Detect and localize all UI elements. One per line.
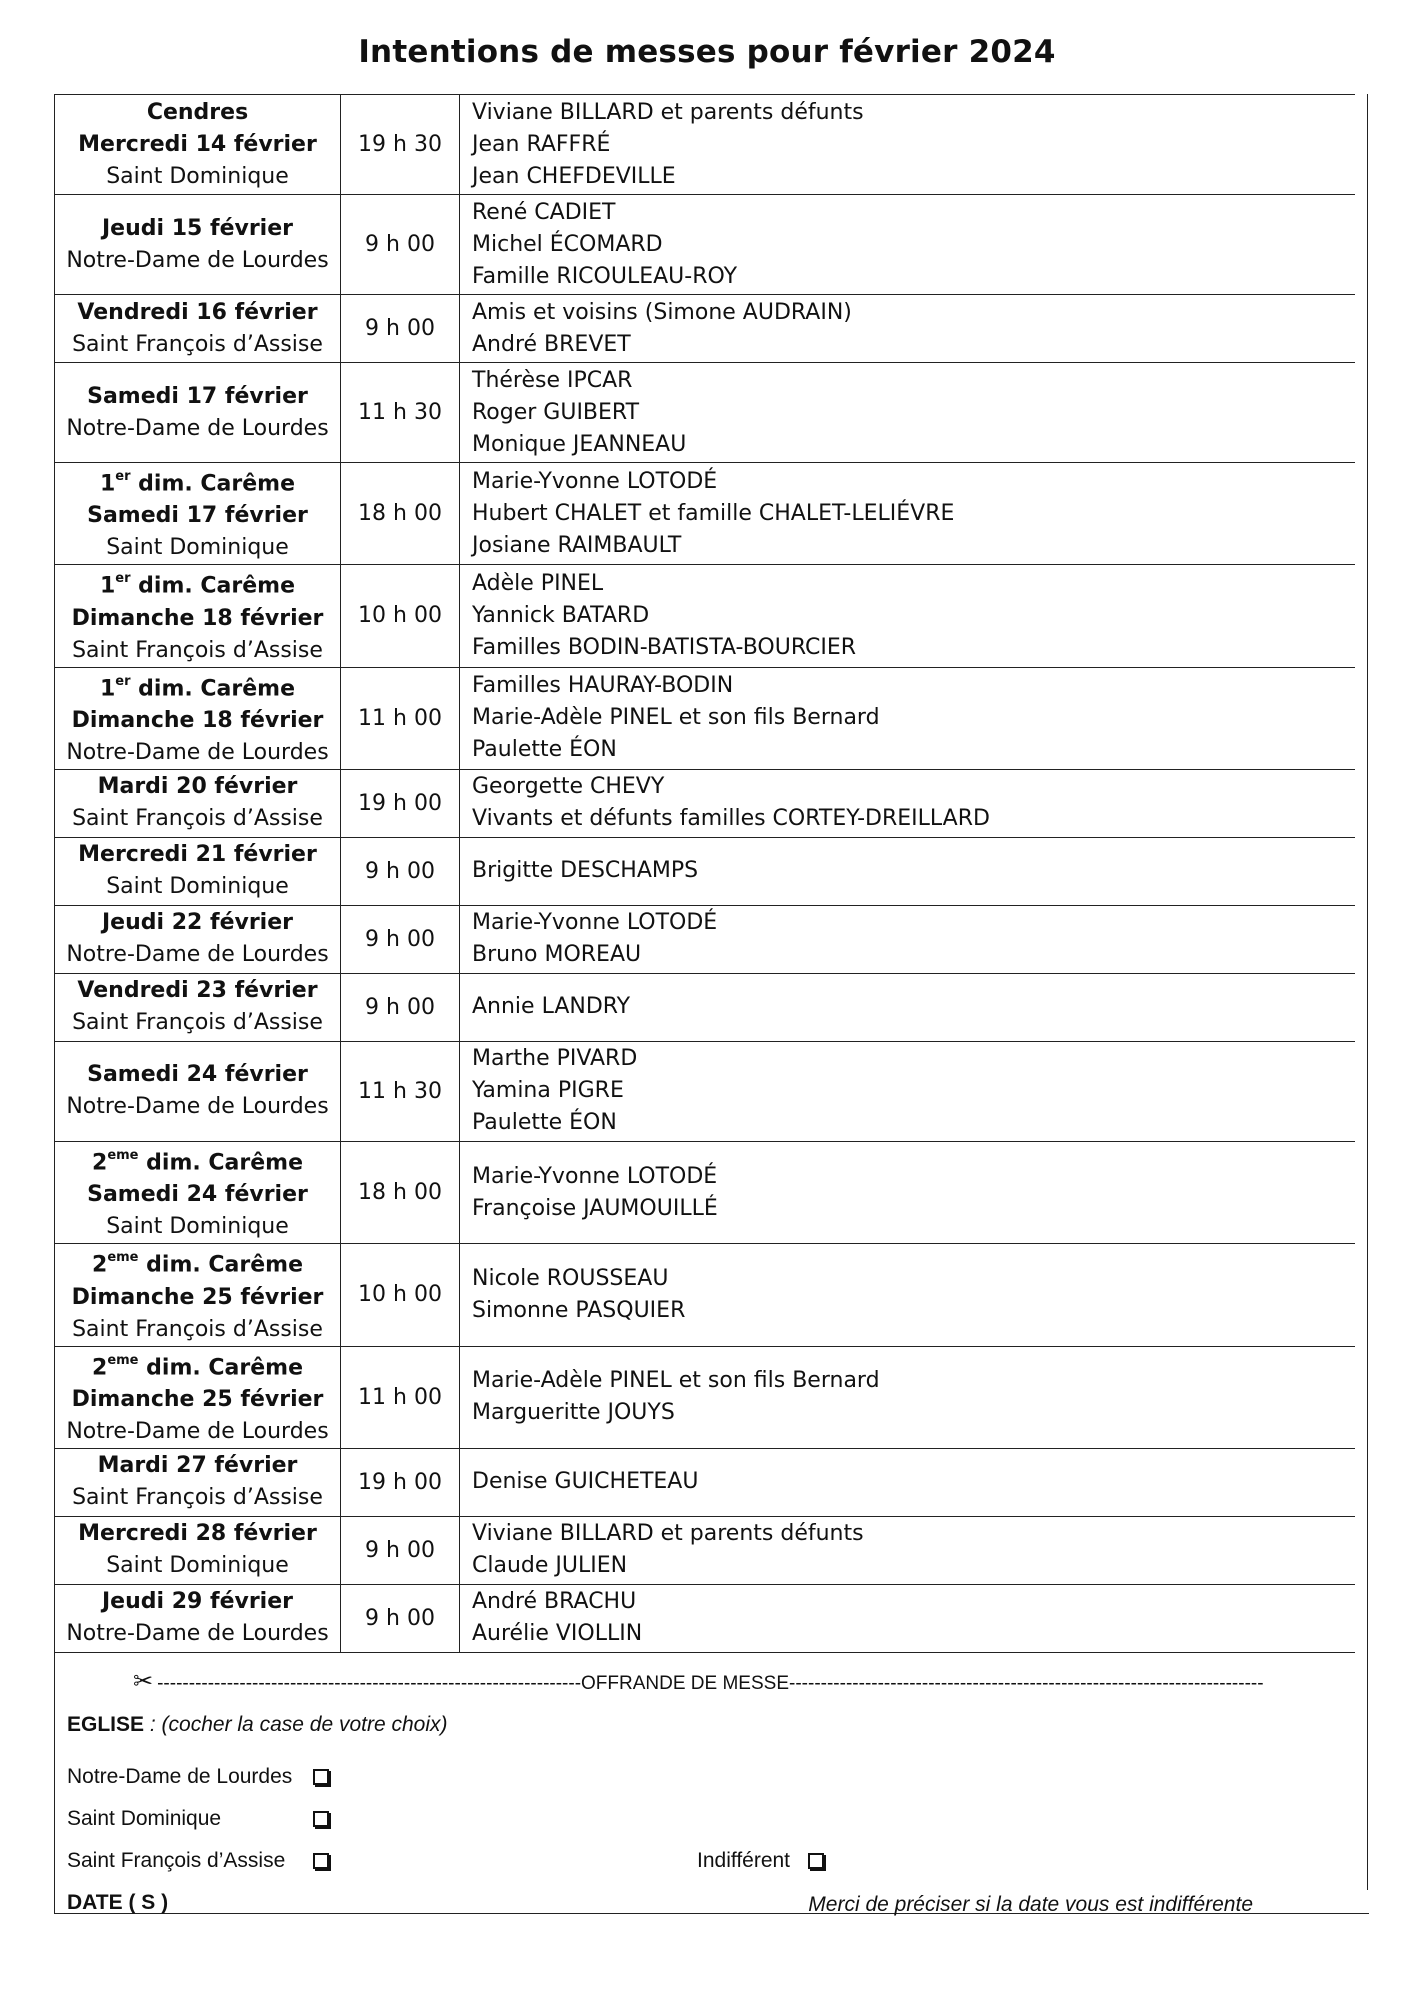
intentions-cell: [460, 195, 1356, 295]
day-cell: [55, 195, 341, 295]
page-title: Intentions de messes pour février 2024: [358, 34, 1056, 70]
church-name: Saint Dominique: [106, 163, 289, 189]
church-name: Notre-Dame de Lourdes: [66, 1418, 329, 1444]
intention-name: Monique JEANNEAU: [472, 431, 687, 457]
intentions-cell: [460, 1041, 1356, 1141]
liturgy-ordinal: er: [115, 673, 131, 689]
mass-date: Dimanche 25 février: [71, 1386, 324, 1412]
intentions-cell: [460, 1448, 1356, 1516]
mass-time: 9 h 00: [341, 1516, 460, 1584]
liturgy-text: dim. Carême: [138, 1252, 303, 1278]
mass-date: Jeudi 22 février: [102, 910, 293, 936]
table-row: [55, 1041, 1355, 1141]
church-name: Saint François d’Assise: [72, 1010, 323, 1036]
option-notre-dame[interactable]: [67, 1765, 329, 1789]
day-cell: [55, 769, 341, 837]
mass-date: Jeudi 29 février: [102, 1589, 293, 1615]
intention-name: Thérèse IPCAR: [472, 367, 633, 393]
mass-time: 9 h 00: [341, 295, 460, 363]
intention-name: Adèle PINEL: [472, 570, 604, 596]
table-row: [55, 667, 1355, 769]
table-row: [55, 837, 1355, 905]
mass-date: Mercredi 14 février: [78, 131, 317, 157]
liturgy-number: 2: [92, 1150, 108, 1176]
liturgy-text: dim. Carême: [138, 1150, 303, 1176]
day-cell: [55, 295, 341, 363]
intention-name: Famille RICOULEAU-ROY: [472, 263, 738, 289]
mass-time: 11 h 00: [341, 1346, 460, 1448]
intention-name: Marie-Yvonne LOTODÉ: [472, 1163, 718, 1189]
table-row: [55, 769, 1355, 837]
checkbox-icon[interactable]: [808, 1853, 824, 1869]
intention-name: Vivants et défunts familles CORTEY-DREILLARD: [472, 806, 990, 832]
cut-dashes-left: -------------------------------------------------------------------: [157, 1672, 582, 1694]
option-saint-francois[interactable]: [67, 1849, 329, 1873]
intentions-cell: [460, 295, 1356, 363]
intention-name: Hubert CHALET et famille CHALET-LELIÉVRE: [472, 500, 955, 526]
church-name: Notre-Dame de Lourdes: [66, 942, 329, 968]
mass-time: 10 h 00: [341, 1244, 460, 1346]
intention-name: Annie LANDRY: [472, 994, 631, 1020]
day-cell: [55, 1516, 341, 1584]
liturgy-ordinal: er: [115, 469, 131, 484]
mass-time: 19 h 00: [341, 769, 460, 837]
mass-date: Mardi 20 février: [97, 774, 298, 800]
liturgy-label: [55, 1347, 340, 1384]
table-row: [55, 1244, 1355, 1346]
intention-name: Marie-Adèle PINEL et son fils Bernard: [472, 1368, 880, 1394]
option-indifferent[interactable]: [697, 1849, 824, 1873]
day-cell: [55, 973, 341, 1041]
checkbox-icon[interactable]: [313, 1853, 329, 1869]
mass-time: 10 h 00: [341, 565, 460, 667]
intention-name: Françoise JAUMOUILLÉ: [472, 1195, 718, 1221]
liturgy-number: 2: [92, 1354, 108, 1380]
table-row: [55, 363, 1355, 463]
day-cell: [55, 905, 341, 973]
day-cell: [55, 837, 341, 905]
intention-name: Viviane BILLARD et parents défunts: [472, 99, 864, 125]
intention-name: Paulette ÉON: [472, 737, 617, 763]
intention-name: Michel ÉCOMARD: [472, 231, 663, 257]
intention-name: Marie-Yvonne LOTODÉ: [472, 468, 718, 494]
intention-name: Claude JULIEN: [472, 1553, 628, 1579]
day-cell: [55, 667, 341, 769]
church-name: Saint François d’Assise: [72, 1485, 323, 1511]
table-row: [55, 565, 1355, 667]
intention-name: Yamina PIGRE: [472, 1078, 624, 1104]
intentions-cell: [460, 1244, 1356, 1346]
church-name: Notre-Dame de Lourdes: [66, 415, 329, 441]
scissors-icon: ✂: [133, 1667, 154, 1695]
day-cell: [55, 363, 341, 463]
intention-name: Bruno MOREAU: [472, 942, 642, 968]
checkbox-icon[interactable]: [313, 1769, 329, 1785]
table-row: [55, 973, 1355, 1041]
intention-name: André BRACHU: [472, 1589, 637, 1615]
table-row: [55, 1516, 1355, 1584]
intention-name: Denise GUICHETEAU: [472, 1469, 699, 1495]
intentions-cell: [460, 769, 1356, 837]
liturgy-label: [55, 668, 340, 705]
church-name: Saint François d’Assise: [72, 331, 323, 357]
intentions-cell: [460, 463, 1356, 565]
liturgy-label: Cendres: [146, 99, 249, 125]
intention-name: Roger GUIBERT: [472, 399, 640, 425]
intention-name: Marthe PIVARD: [472, 1046, 638, 1072]
table-row: [55, 1584, 1355, 1652]
church-hint: : (cocher la case de votre choix): [144, 1712, 448, 1736]
intention-name: Familles HAURAY-BODIN: [472, 673, 734, 699]
mass-time: 9 h 00: [341, 195, 460, 295]
date-note: Merci de préciser si la date vous est indifférente: [808, 1892, 1253, 1916]
church-name: Saint Dominique: [106, 535, 289, 561]
intentions-cell: [460, 95, 1356, 195]
church-name: Notre-Dame de Lourdes: [66, 1621, 329, 1647]
offering-heading: OFFRANDE DE MESSE: [581, 1672, 790, 1694]
liturgy-ordinal: eme: [107, 1352, 139, 1368]
mass-time: 19 h 00: [341, 1448, 460, 1516]
church-name: Saint Dominique: [106, 874, 289, 900]
liturgy-number: 1: [99, 573, 116, 599]
table-row: [55, 1346, 1355, 1448]
intention-name: Aurélie VIOLLIN: [472, 1621, 643, 1647]
indifferent-label: Indifférent: [697, 1848, 791, 1872]
offering-form: [55, 1653, 1369, 1914]
intentions-cell: [460, 565, 1356, 667]
intention-name: Viviane BILLARD et parents défunts: [472, 1521, 864, 1547]
intention-name: Amis et voisins (Simone AUDRAIN): [472, 299, 852, 325]
church-name: Saint François d’Assise: [72, 637, 323, 663]
day-cell: [55, 95, 341, 195]
church-label: EGLISE: [67, 1712, 145, 1736]
mass-time: 18 h 00: [341, 1141, 460, 1243]
checkbox-icon[interactable]: [313, 1811, 329, 1827]
mass-time: 18 h 00: [341, 463, 460, 565]
intentions-cell: [460, 837, 1356, 905]
cut-dashes-right: ---------------------------------------------------------------------------: [789, 1672, 1264, 1694]
liturgy-text: dim. Carême: [130, 573, 296, 599]
liturgy-ordinal: eme: [107, 1250, 139, 1266]
church-name: Notre-Dame de Lourdes: [66, 739, 329, 765]
liturgy-label: [55, 565, 340, 602]
liturgy-number: 1: [99, 471, 116, 497]
intention-name: Josiane RAIMBAULT: [472, 532, 682, 558]
intentions-cell: [460, 905, 1356, 973]
mass-time: 9 h 00: [341, 905, 460, 973]
church-name: Saint Dominique: [106, 1214, 289, 1240]
intention-name: René CADIET: [472, 199, 616, 225]
table-row: [55, 95, 1355, 195]
mass-date: Vendredi 16 février: [77, 299, 318, 325]
intention-name: Familles BODIN-BATISTA-BOURCIER: [472, 634, 857, 660]
liturgy-number: 1: [99, 675, 116, 701]
intentions-cell: [460, 1584, 1356, 1652]
mass-time: 19 h 30: [341, 95, 460, 195]
intention-name: Yannick BATARD: [472, 602, 650, 628]
day-cell: [55, 1141, 341, 1243]
liturgy-number: 2: [92, 1252, 108, 1278]
liturgy-text: dim. Carême: [130, 471, 296, 497]
day-cell: [55, 1584, 341, 1652]
intention-name: Marie-Adèle PINEL et son fils Bernard: [472, 705, 880, 731]
mass-time: 9 h 00: [341, 1584, 460, 1652]
day-cell: [55, 1448, 341, 1516]
day-cell: [55, 463, 341, 565]
mass-time: 9 h 00: [341, 837, 460, 905]
mass-time: 11 h 30: [341, 363, 460, 463]
mass-time: 11 h 30: [341, 1041, 460, 1141]
church-name: Saint François d’Assise: [72, 806, 323, 832]
mass-date: Samedi 24 février: [87, 1182, 308, 1208]
mass-time: 11 h 00: [341, 667, 460, 769]
option-saint-dominique[interactable]: [67, 1807, 329, 1831]
intention-name: Nicole ROUSSEAU: [472, 1265, 669, 1291]
mass-date: Jeudi 15 février: [102, 215, 293, 241]
liturgy-ordinal: er: [115, 571, 131, 587]
date-label: DATE ( S ): [67, 1890, 169, 1914]
intentions-cell: [460, 1346, 1356, 1448]
day-cell: [55, 1041, 341, 1141]
mass-date: Dimanche 18 février: [71, 707, 324, 733]
intention-name: Brigitte DESCHAMPS: [472, 858, 699, 884]
liturgy-label: [55, 1142, 340, 1179]
intentions-cell: [460, 1516, 1356, 1584]
table-row: [55, 905, 1355, 973]
table-row: [55, 295, 1355, 363]
mass-date: Mardi 27 février: [97, 1453, 298, 1479]
mass-time: 9 h 00: [341, 973, 460, 1041]
mass-date: Samedi 17 février: [87, 383, 308, 409]
table-row: [55, 1141, 1355, 1243]
intention-name: Georgette CHEVY: [472, 774, 665, 800]
cut-line: [133, 1667, 1264, 1696]
mass-date: Dimanche 18 février: [71, 605, 324, 631]
liturgy-label: [55, 1244, 340, 1281]
church-name: Notre-Dame de Lourdes: [66, 247, 329, 273]
church-prompt: [67, 1713, 448, 1737]
intention-name: Marie-Yvonne LOTODÉ: [472, 910, 718, 936]
intention-name: Margueritte JOUYS: [472, 1400, 675, 1426]
intention-name: Paulette ÉON: [472, 1110, 617, 1136]
church-name: Saint Dominique: [106, 1553, 289, 1579]
mass-date: Dimanche 25 février: [71, 1284, 324, 1310]
intention-name: Jean RAFFRÉ: [472, 131, 611, 157]
day-cell: [55, 1244, 341, 1346]
intentions-cell: [460, 363, 1356, 463]
mass-date: Vendredi 23 février: [77, 978, 318, 1004]
intentions-cell: [460, 973, 1356, 1041]
church-name: Saint François d’Assise: [72, 1316, 323, 1342]
liturgy-ordinal: eme: [107, 1147, 139, 1163]
intentions-sheet: [54, 94, 1369, 1914]
liturgy-text: dim. Carême: [130, 675, 296, 701]
mass-date: Samedi 17 février: [87, 503, 308, 529]
day-cell: [55, 1346, 341, 1448]
liturgy-text: dim. Carême: [138, 1354, 303, 1380]
table-row: [55, 463, 1355, 565]
day-cell: [55, 565, 341, 667]
option-label: Notre-Dame de Lourdes: [67, 1764, 293, 1788]
intention-name: Simonne PASQUIER: [472, 1297, 686, 1323]
mass-intentions-table: [55, 94, 1355, 1653]
intention-name: Jean CHEFDEVILLE: [472, 163, 676, 189]
mass-date: Mercredi 21 février: [78, 842, 317, 868]
liturgy-label: [55, 463, 340, 500]
mass-date: Samedi 24 février: [87, 1062, 308, 1088]
intention-name: André BREVET: [472, 331, 631, 357]
intentions-cell: [460, 667, 1356, 769]
table-row: [55, 1448, 1355, 1516]
option-label: Saint Dominique: [67, 1806, 222, 1830]
mass-date: Mercredi 28 février: [78, 1521, 317, 1547]
option-label: Saint François d’Assise: [67, 1848, 286, 1872]
table-row: [55, 195, 1355, 295]
church-name: Notre-Dame de Lourdes: [66, 1094, 329, 1120]
intentions-cell: [460, 1141, 1356, 1243]
